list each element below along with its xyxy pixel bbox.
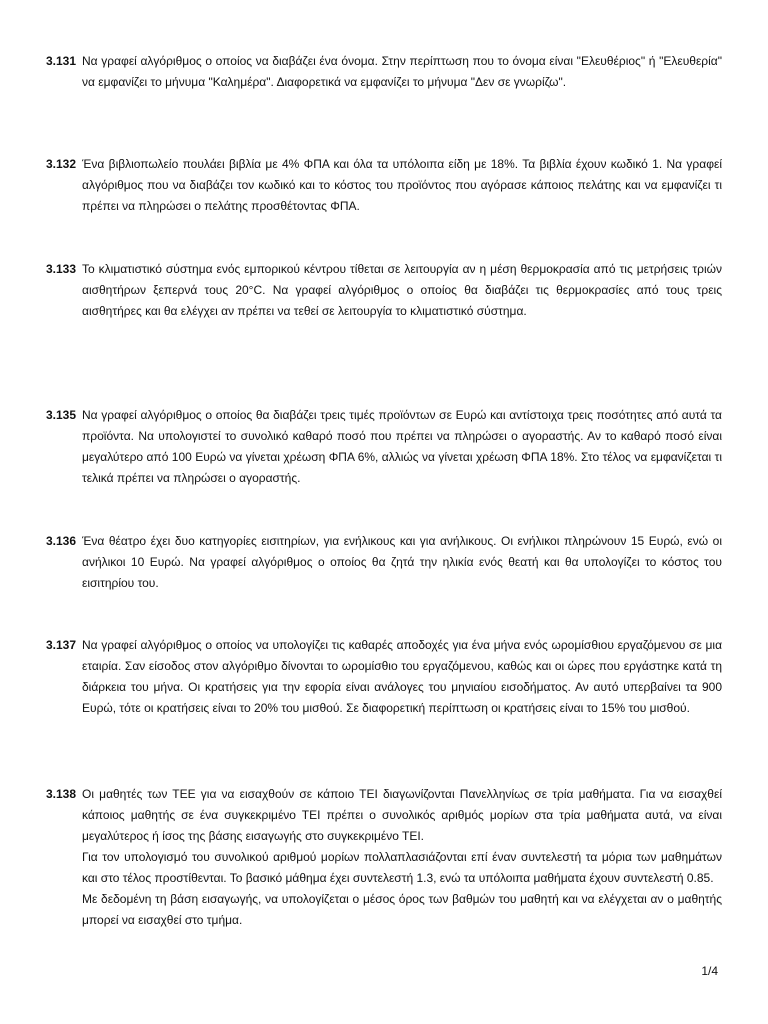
exercise-number: 3.136 <box>46 534 77 548</box>
exercise-3-133 <box>46 259 722 322</box>
exercise-3-135 <box>46 405 722 489</box>
exercise-text <box>82 405 722 489</box>
exercise-number: 3.133 <box>46 262 77 276</box>
exercise-paragraph: Οι μαθητές των ΤΕΕ για να εισαχθούν σε κάποιο ΤΕΙ διαγωνίζονται Πανελληνίως σε τρία μαθήματα. Για να εισαχθεί κάποιος μαθητής σε ένα συγκεκριμένο ΤΕΙ πρέπει ο συνολικός αριθμός μορίων στα τρία μαθήματα αυτά, να είναι μεγαλύτερος ή ίσος της βάσης εισαγωγής στο συγκεκριμένο ΤΕΙ. <box>82 787 722 843</box>
exercise-text <box>82 635 722 719</box>
exercise-text <box>82 531 722 594</box>
exercise-paragraph: Ένα θέατρο έχει δυο κατηγορίες εισιτηρίων, για ενήλικους και για ανήλικους. Οι ενήλικοι πληρώνουν 15 Ευρώ, ενώ οι ανήλικοι 10 Ευρώ. Να γραφεί αλγόριθμος ο οποίος θα ζητά την ηλικία ενός θεατή και θα υπολογίζει το κόστος του εισιτηρίου του. <box>82 534 722 590</box>
exercise-paragraph: Για τον υπολογισμό του συνολικού αριθμού μορίων πολλαπλασιάζονται επί έναν συντελεστή τα μόρια των μαθημάτων και στο τέλος προστίθενται. Το βασικό μάθημα έχει συντελεστή 1.3, ενώ τα υπόλοιπα μαθήματα έχουν συντελεστή 0.85. <box>82 850 722 885</box>
exercise-3-136 <box>46 531 722 594</box>
exercise-paragraph: Το κλιματιστικό σύστημα ενός εμπορικού κέντρου τίθεται σε λειτουργία αν η μέση θερμοκρασία από τις μετρήσεις τριών αισθητήρων ξεπερνά τους 20°C. Να γραφεί αλγόριθμος ο οποίος θα διαβάζει τις θερμοκρασίες από τους τρεις αισθητήρες και θα ελέγχει αν πρέπει να τεθεί σε λειτουργία το κλιματιστικό σύστημα. <box>82 262 722 318</box>
page-number: 1/4 <box>701 964 718 978</box>
exercise-number: 3.137 <box>46 638 77 652</box>
exercise-text <box>82 51 722 93</box>
exercise-paragraph: Να γραφεί αλγόριθμος ο οποίος να διαβάζει ένα όνομα. Στην περίπτωση που το όνομα είναι "Ελευθέριος" ή "Ελευθερία" να εμφανίζει το μήνυμα "Καλημέρα". Διαφορετικά να εμφανίζει το μήνυμα "Δεν σε γνωρίζω". <box>82 54 722 89</box>
exercise-number: 3.132 <box>46 157 77 171</box>
exercise-3-137 <box>46 635 722 719</box>
exercise-3-132 <box>46 154 722 217</box>
exercise-text <box>82 784 722 931</box>
exercise-text <box>82 259 722 322</box>
exercise-number: 3.135 <box>46 408 77 422</box>
exercise-paragraph: Να γραφεί αλγόριθμος ο οποίος να υπολογίζει τις καθαρές αποδοχές για ένα μήνα ενός ωρομίσθιου εργαζόμενου σε μια εταιρία. Σαν είσοδος στον αλγόριθμο δίνονται το ωρομίσθιο του εργαζόμενου, καθώς και οι ώρες που εργάστηκε κατά τη διάρκεια του μήνα. Οι κρατήσεις για την εφορία είναι ανάλογες του μηνιαίου εισοδήματος. Αν αυτό υπερβαίνει τα 900 Ευρώ, τότε οι κρατήσεις είναι το 20% του μισθού. Σε διαφορετική περίπτωση οι κρατήσεις είναι το 15% του μισθού. <box>82 638 722 715</box>
exercise-number: 3.131 <box>46 54 77 68</box>
exercise-number: 3.138 <box>46 787 77 801</box>
exercise-paragraph: Να γραφεί αλγόριθμος ο οποίος θα διαβάζει τρεις τιμές προϊόντων σε Ευρώ και αντίστοιχα τρεις ποσότητες από αυτά τα προϊόντα. Να υπολογιστεί το συνολικό καθαρό ποσό που πρέπει να πληρώσει ο αγοραστής. Αν το καθαρό ποσό είναι μεγαλύτερο από 100 Ευρώ να γίνεται χρέωση ΦΠΑ 6%, αλλιώς να γίνεται χρέωση ΦΠΑ 18%. Στο τέλος να εμφανίζεται τι τελικά πρέπει να πληρώσει ο αγοραστής. <box>82 408 722 485</box>
exercise-paragraph: Με δεδομένη τη βάση εισαγωγής, να υπολογίζεται ο μέσος όρος των βαθμών του μαθητή και να ελέγχεται αν ο μαθητής μπορεί να εισαχθεί στο τμήμα. <box>82 892 722 927</box>
exercise-3-138 <box>46 784 722 931</box>
exercise-3-131 <box>46 51 722 93</box>
exercise-paragraph: Ένα βιβλιοπωλείο πουλάει βιβλία με 4% ΦΠΑ και όλα τα υπόλοιπα είδη με 18%. Τα βιβλία έχουν κωδικό 1. Να γραφεί αλγόριθμος που να διαβάζει τον κωδικό και το κόστος του προϊόντος που αγόρασε κάποιος πελάτης και να εμφανίζει τι πρέπει να πληρώσει ο πελάτης προσθέτοντας ΦΠΑ. <box>82 157 722 213</box>
exercise-text <box>82 154 722 217</box>
